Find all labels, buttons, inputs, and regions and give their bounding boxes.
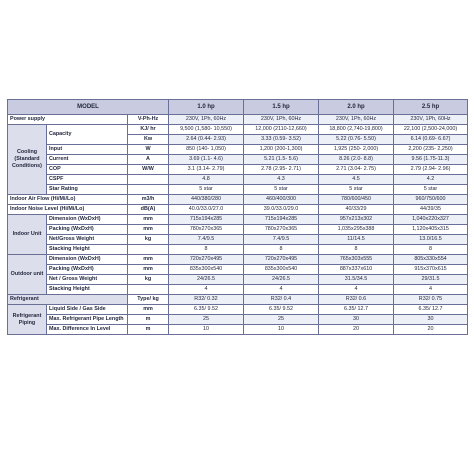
unit-cell: m3/h [128,195,169,205]
value-cell: 2.64 (0.44- 2.93) [169,135,244,145]
value-cell: 11/14.5 [319,235,394,245]
value-cell: 13.0/16.5 [394,235,468,245]
table-row [8,245,468,255]
value-cell: 780/600/450 [319,195,394,205]
row-label: Stacking Height [47,285,128,295]
value-cell: 8.26 (2.0- 8.8) [319,155,394,165]
table-row [8,255,468,265]
value-cell: 40.0/33.0/27.0 [169,205,244,215]
value-cell: 6.35/ 12.7 [319,305,394,315]
table-row [8,315,468,325]
value-cell: 25 [169,315,244,325]
value-cell: R32/ 0.75 [394,295,468,305]
value-cell: 2.78 (2.95- 2.71) [244,165,319,175]
value-cell: 835x300x540 [244,265,319,275]
group-label: Cooling (Standard Conditions) [8,125,47,195]
value-cell: 4 [319,285,394,295]
value-cell: 780x270x365 [169,225,244,235]
unit-cell: mm [128,225,169,235]
unit-cell: W [128,145,169,155]
row-label: Indoor Noise Level (Hi/Mi/Lo) [8,205,128,215]
row-label: Current [47,155,128,165]
unit-cell [128,285,169,295]
value-cell: 1,040x220x327 [394,215,468,225]
value-cell: 20 [319,325,394,335]
hp-header: 1.5 hp [244,100,319,115]
value-cell: 960/750/600 [394,195,468,205]
unit-cell: mm [128,255,169,265]
unit-cell: Type/ kg [128,295,169,305]
value-cell: 5 star [319,185,394,195]
table-row [8,305,468,315]
table-row [8,295,468,305]
value-cell: 2.79 (2.94- 2.96) [394,165,468,175]
value-cell: 5 star [244,185,319,195]
value-cell: 230V, 1Ph, 60Hz [319,115,394,125]
value-cell: 40/33/29 [319,205,394,215]
row-label: Dimension (WxDxH) [47,215,128,225]
unit-cell: mm [128,215,169,225]
value-cell: R32/ 0.32 [169,295,244,305]
value-cell: 1,200 (200-1,300) [244,145,319,155]
table-row [8,125,468,135]
value-cell: 5.21 (1.5- 5.6) [244,155,319,165]
row-label: Dimension (WxDxH) [47,255,128,265]
value-cell: 3.69 (1.1- 4.6) [169,155,244,165]
value-cell: 18,800 (2,740-19,800) [319,125,394,135]
row-label: Max. Refrigerant Pipe Length [47,315,128,325]
table-row [8,185,468,195]
table-row [8,325,468,335]
row-label: Power supply [8,115,128,125]
value-cell: 835x300x540 [169,265,244,275]
value-cell: 3.33 (0.59- 3.52) [244,135,319,145]
table-row [8,285,468,295]
value-cell: 6.35/ 9.52 [169,305,244,315]
value-cell: 230V, 1Ph, 60Hz [244,115,319,125]
value-cell: R32/ 0.6 [319,295,394,305]
table-row [8,225,468,235]
value-cell: 29/31.5 [394,275,468,285]
value-cell: 1,925 (250- 2,000) [319,145,394,155]
model-header: MODEL [8,100,169,115]
value-cell: 715x194x285 [169,215,244,225]
table-row [8,275,468,285]
value-cell: 12,000 (2110-12,660) [244,125,319,135]
value-cell: 31.5/34.5 [319,275,394,285]
row-label: Star Rating [47,185,128,195]
unit-cell: dB(A) [128,205,169,215]
value-cell: 8 [244,245,319,255]
unit-cell: KJ/ hr [128,125,169,135]
row-label: Capacity [47,125,128,145]
hp-header: 2.5 hp [394,100,468,115]
unit-cell [128,175,169,185]
unit-cell: kg [128,235,169,245]
value-cell: 2.71 (3.04- 2.75) [319,165,394,175]
value-cell: 20 [394,325,468,335]
unit-cell: m [128,325,169,335]
value-cell: 30 [319,315,394,325]
header-row [8,100,468,115]
row-label: Net / Gross Weight [47,275,128,285]
value-cell: 720x270x495 [244,255,319,265]
value-cell: 4 [394,285,468,295]
value-cell: 765x303x555 [319,255,394,265]
value-cell: 887x337x610 [319,265,394,275]
value-cell: 6.35/ 12.7 [394,305,468,315]
value-cell: 7.4/9.5 [169,235,244,245]
unit-cell: W/W [128,165,169,175]
row-label: Indoor Air Flow (Hi/Mi/Lo) [8,195,128,205]
value-cell: 1,120x405x315 [394,225,468,235]
table-row [8,265,468,275]
unit-cell: m [128,315,169,325]
unit-cell: V-Ph-Hz [128,115,169,125]
value-cell: 5.22 (0.76- 5.50) [319,135,394,145]
value-cell: 850 (140- 1,050) [169,145,244,155]
table-row [8,155,468,165]
value-cell: 25 [244,315,319,325]
table-row [8,165,468,175]
table-row [8,215,468,225]
value-cell: 8 [169,245,244,255]
value-cell: 10 [169,325,244,335]
value-cell: 6.35/ 9.52 [244,305,319,315]
table-row [8,235,468,245]
group-label: Outdoor unit [8,255,47,295]
value-cell: 30 [394,315,468,325]
value-cell: 460/400/300 [244,195,319,205]
value-cell: 8 [394,245,468,255]
value-cell: 957x213x302 [319,215,394,225]
value-cell: 44/39/35 [394,205,468,215]
value-cell: 4.8 [169,175,244,185]
value-cell: 1,035x295x388 [319,225,394,235]
row-label: Net/Gross Weight [47,235,128,245]
value-cell: 3.1 (3.14- 2.79) [169,165,244,175]
table-row [8,205,468,215]
unit-cell: A [128,155,169,165]
value-cell: 7.4/9.5 [244,235,319,245]
value-cell: 8 [319,245,394,255]
value-cell: 5 star [169,185,244,195]
unit-cell: mm [128,305,169,315]
value-cell: 4.3 [244,175,319,185]
value-cell: 4 [244,285,319,295]
value-cell: 24/26.5 [169,275,244,285]
value-cell: 22,100 (2,500-24,000) [394,125,468,135]
value-cell: 715x194x285 [244,215,319,225]
row-label: Input [47,145,128,155]
row-label: Liquid Side / Gas Side [47,305,128,315]
row-label: Stacking Height [47,245,128,255]
table-row [8,195,468,205]
value-cell: 4.2 [394,175,468,185]
value-cell: 230V, 1Ph, 60Hz [394,115,468,125]
row-label: CSPF [47,175,128,185]
table-row [8,115,468,125]
unit-cell: kg [128,275,169,285]
unit-cell: mm [128,265,169,275]
unit-cell: Kw [128,135,169,145]
value-cell: 805x330x554 [394,255,468,265]
row-label: Refrigerant [8,295,128,305]
row-label: Packing (WxDxH) [47,225,128,235]
unit-cell [128,245,169,255]
table-row [8,175,468,185]
value-cell: 24/26.5 [244,275,319,285]
row-label: Packing (WxDxH) [47,265,128,275]
value-cell: 915x370x615 [394,265,468,275]
value-cell: 5 star [394,185,468,195]
row-label: Max. Difference In Level [47,325,128,335]
hp-header: 2.0 hp [319,100,394,115]
group-label: Refrigerant Piping [8,305,47,335]
value-cell: 39.0/33.0/29.0 [244,205,319,215]
value-cell: 9.56 (1.75-11.3) [394,155,468,165]
value-cell: 780x270x365 [244,225,319,235]
value-cell: 9,500 (1,580- 10,550) [169,125,244,135]
hp-header: 1.0 hp [169,100,244,115]
value-cell: 2,200 (235- 2,250) [394,145,468,155]
table-row [8,145,468,155]
value-cell: 230V, 1Ph, 60Hz [169,115,244,125]
unit-cell [128,185,169,195]
value-cell: R32/ 0.4 [244,295,319,305]
group-label: Indoor Unit [8,215,47,255]
value-cell: 720x270x495 [169,255,244,265]
value-cell: 6.14 (0.69- 6.67) [394,135,468,145]
spec-table [7,99,468,335]
value-cell: 4.5 [319,175,394,185]
value-cell: 10 [244,325,319,335]
value-cell: 440/380/280 [169,195,244,205]
row-label: COP [47,165,128,175]
value-cell: 4 [169,285,244,295]
